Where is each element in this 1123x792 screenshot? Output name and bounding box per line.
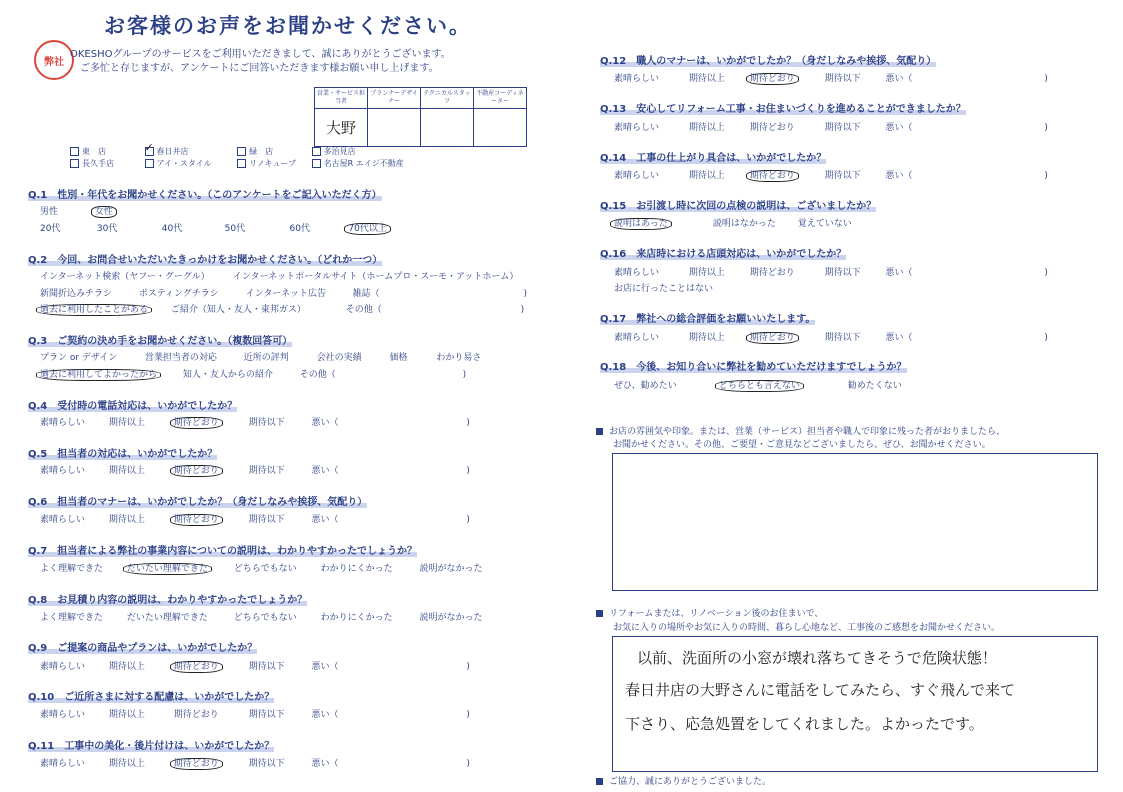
option-selected[interactable]: どちらとも言えない [715, 380, 804, 392]
option[interactable]: 期待以上 [108, 418, 145, 428]
comment1-textarea[interactable] [612, 453, 1098, 591]
option[interactable]: 期待どおり [173, 710, 219, 720]
question-11: Q.11 工事中の美化・後片付けは、いかがでしたか？ [28, 741, 275, 752]
option-selected[interactable]: 期待どおり [170, 417, 223, 429]
q2-row-1 [40, 269, 518, 282]
question-2: Q.2 今回、お問合せいただいたきっかけをお聞かせください。（どれか一つ） [28, 255, 383, 266]
question-8: Q.8 お見積り内容の説明は、わかりやすかったでしょうか？ [28, 595, 308, 606]
option[interactable]: 期待以上 [108, 710, 145, 720]
staff-header: プランナーデザイナー [368, 88, 421, 109]
question-15: Q.15 お引渡し時に次回の点検の説明は、ございましたか？ [600, 201, 877, 212]
option[interactable]: その他（ [299, 370, 336, 380]
option[interactable]: 期待以上 [688, 333, 725, 343]
option[interactable]: 覚えていない [797, 219, 852, 229]
q8-row [40, 610, 483, 623]
option[interactable]: ポスティングチラシ [138, 289, 219, 299]
option[interactable]: 悪い（ [885, 171, 913, 181]
checkmark-icon: ✓ [144, 141, 154, 154]
option[interactable]: 悪い（ [885, 74, 913, 84]
q5-row [40, 463, 470, 476]
store-option[interactable]: アイ・スタイル [145, 158, 235, 169]
option[interactable]: 期待以下 [248, 515, 285, 525]
option[interactable]: 悪い（ [885, 268, 913, 278]
question-14: Q.14 工事の仕上がり具合は、いかがでしたか？ [600, 153, 827, 164]
handwritten-line-2: 春日井店の大野さんに電話をしてみたら、すぐ飛んで来て [625, 681, 1016, 699]
paren-close: ) [466, 662, 470, 672]
option-selected[interactable]: 期待どおり [170, 465, 223, 477]
option[interactable]: どちらでもない [233, 564, 297, 574]
option[interactable]: 価格 [389, 353, 408, 363]
store-option[interactable]: 緑 店 [237, 146, 309, 157]
option[interactable]: 男性 [40, 207, 59, 217]
paren-close: ) [462, 370, 467, 380]
option-selected[interactable]: だいたい理解できた [123, 563, 212, 575]
checkbox[interactable] [70, 147, 79, 156]
option[interactable]: 期待以下 [248, 759, 285, 769]
question-1: Q.1 性別・年代をお聞かせください。（このアンケートをご記入いただく方） [28, 190, 382, 201]
option[interactable]: 営業担当者の対応 [144, 353, 217, 363]
option-selected[interactable]: 期待どおり [170, 758, 223, 770]
handwritten-line-1: 以前、洗面所の小窓が壊れ落ちてきそうで危険状態！ [637, 649, 997, 667]
option[interactable]: 期待以下 [248, 710, 285, 720]
staff-header: 不動産コーディネーター [474, 88, 527, 109]
footer-thanks: ご協力、誠にありがとうございました。 [596, 774, 771, 787]
q10-row [40, 707, 470, 720]
q2-row-2 [40, 286, 527, 299]
option[interactable]: 期待以上 [688, 171, 725, 181]
option[interactable]: 素晴らしい [614, 268, 660, 278]
option[interactable]: 期待以下 [824, 268, 861, 278]
option[interactable]: よく理解できた [40, 613, 104, 623]
page-title: お客様のお声をお聞かせください。 [104, 14, 472, 38]
option[interactable]: 悪い（ [311, 710, 339, 720]
option-selected[interactable]: 過去に利用したことがある [36, 304, 152, 316]
option[interactable]: 30代 [96, 224, 118, 234]
option[interactable]: 期待以下 [248, 418, 285, 428]
option[interactable]: だいたい理解できた [126, 613, 208, 623]
staff-header: テクニカルスタッフ [421, 88, 474, 109]
paren-close: ) [1044, 74, 1048, 84]
q7-row [40, 561, 483, 574]
option[interactable]: プラン or デザイン [40, 353, 118, 363]
option[interactable]: 50代 [224, 224, 246, 234]
option[interactable]: 期待以下 [824, 171, 861, 181]
option[interactable]: インターネット検索（ヤフー・グーグル） [40, 272, 210, 282]
option[interactable]: 知人・友人からの紹介 [182, 370, 273, 380]
option[interactable]: インターネットポータルサイト（ホームプロ・スーモ・アットホーム） [232, 272, 519, 282]
q18-row [614, 378, 902, 391]
option[interactable]: 40代 [161, 224, 183, 234]
option[interactable]: 会社の実績 [316, 353, 362, 363]
option[interactable]: 悪い（ [311, 662, 339, 672]
question-4: Q.4 受付時の電話対応は、いかがでしたか？ [28, 401, 238, 412]
company-seal: 弊社 [34, 40, 74, 80]
option[interactable]: 素晴らしい [40, 710, 86, 720]
q15-row [614, 216, 852, 229]
option[interactable]: 勧めたくない [847, 381, 902, 391]
question-5: Q.5 担当者の対応は、いかがでしたか？ [28, 449, 218, 460]
store-row-2 [70, 158, 404, 169]
option-selected[interactable]: 70代以上 [344, 223, 390, 235]
q13-row [614, 120, 1048, 133]
option[interactable]: わかりにくかった [320, 564, 393, 574]
option[interactable]: 説明がなかった [419, 613, 483, 623]
option[interactable]: 60代 [289, 224, 310, 234]
paren-close: ) [466, 515, 470, 525]
q4-row [40, 415, 470, 428]
q6-row [40, 512, 470, 525]
store-option[interactable]: リノキューブ [237, 158, 309, 169]
option[interactable]: 新聞折込みチラシ [40, 289, 113, 299]
option[interactable]: 悪い（ [311, 466, 339, 476]
paren-close: ) [466, 418, 470, 428]
q3-row-1 [40, 350, 481, 363]
paren-close: ) [1044, 171, 1048, 181]
option[interactable]: 素晴らしい [614, 123, 660, 133]
option-selected[interactable]: 女性 [91, 206, 117, 218]
option-selected[interactable]: 期待どおり [746, 73, 799, 85]
square-bullet-icon [596, 610, 603, 617]
option[interactable]: 素晴らしい [40, 466, 86, 476]
paren-close: ) [523, 289, 528, 299]
staff-realestate-value [474, 109, 527, 147]
question-18: Q.18 今後、お知り合いに弊社を勧めていただけますでしょうか？ [600, 362, 907, 373]
option[interactable]: ぜひ、勧めたい [614, 381, 677, 391]
q11-row [40, 756, 470, 769]
store-option[interactable]: 長久手店 [70, 158, 142, 169]
question-17: Q.17 弊社への総合評価をお願いいたします。 [600, 314, 816, 325]
option[interactable]: その他（ [345, 305, 382, 315]
q9-row [40, 659, 470, 672]
question-9: Q.9 ご提案の商品やプランは、いかがでしたか？ [28, 643, 258, 654]
option[interactable]: 期待以下 [824, 123, 861, 133]
q1-age-row [40, 221, 391, 234]
store-option[interactable]: 多治見店 [312, 146, 356, 157]
option[interactable]: 悪い（ [885, 333, 913, 343]
store-option[interactable]: 東 店 [70, 146, 142, 157]
checkbox[interactable] [312, 147, 321, 156]
store-option[interactable]: 名古屋R エイジ不動産 [312, 158, 404, 169]
checkbox[interactable] [312, 159, 321, 168]
option[interactable]: 期待以上 [108, 466, 145, 476]
option[interactable]: 悪い（ [885, 123, 913, 133]
option[interactable]: 期待以下 [248, 466, 285, 476]
question-7: Q.7 担当者による弊社の事業内容についての説明は、わかりやすかったでしょうか？ [28, 546, 418, 557]
option[interactable]: 期待以下 [824, 74, 861, 84]
option[interactable]: 近所の評判 [243, 353, 289, 363]
option[interactable]: 雑誌（ [352, 289, 380, 299]
comment2-prompt-line-2: お気に入りの場所やお気に入りの時間、暮らし心地など、工事後のご感想をお聞かせください。 [613, 623, 1001, 633]
option-selected[interactable]: 期待どおり [170, 661, 223, 673]
option[interactable]: 期待以上 [108, 662, 145, 672]
paren-close: ) [466, 710, 470, 720]
staff-technical-value [421, 109, 474, 147]
question-16: Q.16 来店時における店頭対応は、いかがでしたか？ [600, 249, 847, 260]
option[interactable]: よく理解できた [40, 564, 104, 574]
option[interactable]: 20代 [40, 224, 61, 234]
option[interactable]: お店に行ったことはない [614, 284, 714, 294]
checkbox[interactable] [70, 159, 79, 168]
q3-row-2 [40, 367, 466, 380]
q16-row-2 [614, 281, 713, 294]
option[interactable]: 期待以上 [108, 759, 145, 769]
store-row-1 [70, 141, 356, 157]
square-bullet-icon [596, 428, 603, 435]
option[interactable]: 悪い（ [311, 515, 339, 525]
option[interactable]: 素晴らしい [40, 662, 86, 672]
option[interactable]: わかりにくかった [320, 613, 393, 623]
option[interactable]: 説明はなかった [712, 219, 776, 229]
question-3: Q.3 ご契約の決め手をお聞かせください。（複数回答可） [28, 336, 293, 347]
staff-planner-value [368, 109, 421, 147]
staff-sales-value: 大野 [315, 109, 368, 147]
option[interactable]: 期待以下 [248, 662, 285, 672]
comment1-prompt-line-2: お聞かせください。その他、ご要望・ご意見などございましたら、ぜひ、お聞かせください。 [613, 440, 991, 450]
option[interactable]: 期待以上 [108, 515, 145, 525]
option-selected[interactable]: 期待どおり [170, 514, 223, 526]
question-6: Q.6 担当者のマナーは、いかがでしたか？（身だしなみや挨拶、気配り） [28, 497, 368, 508]
paren-close: ) [520, 305, 525, 315]
option[interactable]: インターネット広告 [245, 289, 326, 299]
question-10: Q.10 ご近所さまに対する配慮は、いかがでしたか？ [28, 692, 275, 703]
square-bullet-icon [596, 778, 603, 785]
paren-close: ) [466, 759, 470, 769]
paren-close: ) [1044, 123, 1048, 133]
paren-close: ) [466, 466, 470, 476]
comment1-prompt-line-1: お店の雰囲気や印象。または、営業（サービス）担当者や職人で印象に残った者がおりましたら、 [596, 424, 1005, 437]
option[interactable]: わかり易さ [436, 353, 482, 363]
intro-line-1: OKESHOグループのサービスをご利用いただきまして、誠にありがとうございます。 [70, 49, 451, 60]
question-13: Q.13 安心してリフォーム工事・お住まいづくりを進めることができましたか？ [600, 104, 966, 115]
option-selected[interactable]: 期待どおり [746, 170, 799, 182]
option[interactable]: 素晴らしい [40, 515, 86, 525]
option[interactable]: 期待以上 [688, 268, 725, 278]
option[interactable]: 期待どおり [749, 268, 795, 278]
staff-table [314, 87, 527, 147]
option-selected[interactable]: 過去に利用してよかったから [36, 369, 161, 381]
option[interactable]: どちらでもない [233, 613, 297, 623]
checkbox[interactable] [145, 159, 154, 168]
option-selected[interactable]: 説明はあった [610, 218, 672, 230]
q1-gender-row [40, 204, 117, 217]
q14-row [614, 168, 1048, 181]
option[interactable]: 素晴らしい [614, 171, 660, 181]
q12-row [614, 71, 1048, 84]
store-option[interactable]: ✓ 春日井店 [144, 141, 189, 156]
q17-row [614, 330, 1048, 343]
option[interactable]: 期待以下 [824, 333, 861, 343]
option[interactable]: 悪い（ [311, 418, 339, 428]
comment2-textarea[interactable] [612, 636, 1098, 772]
option[interactable]: 期待以上 [688, 123, 725, 133]
option[interactable]: 素晴らしい [614, 333, 660, 343]
checkbox[interactable] [237, 147, 246, 156]
staff-header: 営業・サービス担当者 [315, 88, 368, 109]
comment2-prompt-line-1: リフォームまたは、リノベーション後のお住まいで、 [596, 606, 823, 619]
intro-line-2: ご多忙と存じますが、アンケートにご回答いただきます様お願い申し上げます。 [80, 63, 439, 74]
option[interactable]: 素晴らしい [40, 418, 86, 428]
option[interactable]: ご紹介（知人・友人・東邦ガス） [170, 305, 306, 315]
paren-close: ) [1044, 268, 1048, 278]
handwritten-line-3: 下さり、応急処置をしてくれました。よかったです。 [625, 715, 984, 733]
checkbox[interactable] [237, 159, 246, 168]
option[interactable]: 期待どおり [749, 123, 795, 133]
question-12: Q.12 職人のマナーは、いかがでしたか？（身だしなみや挨拶、気配り） [600, 56, 937, 67]
option-selected[interactable]: 期待どおり [746, 332, 799, 344]
option[interactable]: 素晴らしい [40, 759, 86, 769]
q2-row-3 [40, 302, 524, 315]
option[interactable]: 素晴らしい [614, 74, 660, 84]
q16-row-1 [614, 265, 1048, 278]
option[interactable]: 期待以上 [688, 74, 725, 84]
option[interactable]: 説明がなかった [419, 564, 483, 574]
option[interactable]: 悪い（ [311, 759, 339, 769]
paren-close: ) [1044, 333, 1048, 343]
